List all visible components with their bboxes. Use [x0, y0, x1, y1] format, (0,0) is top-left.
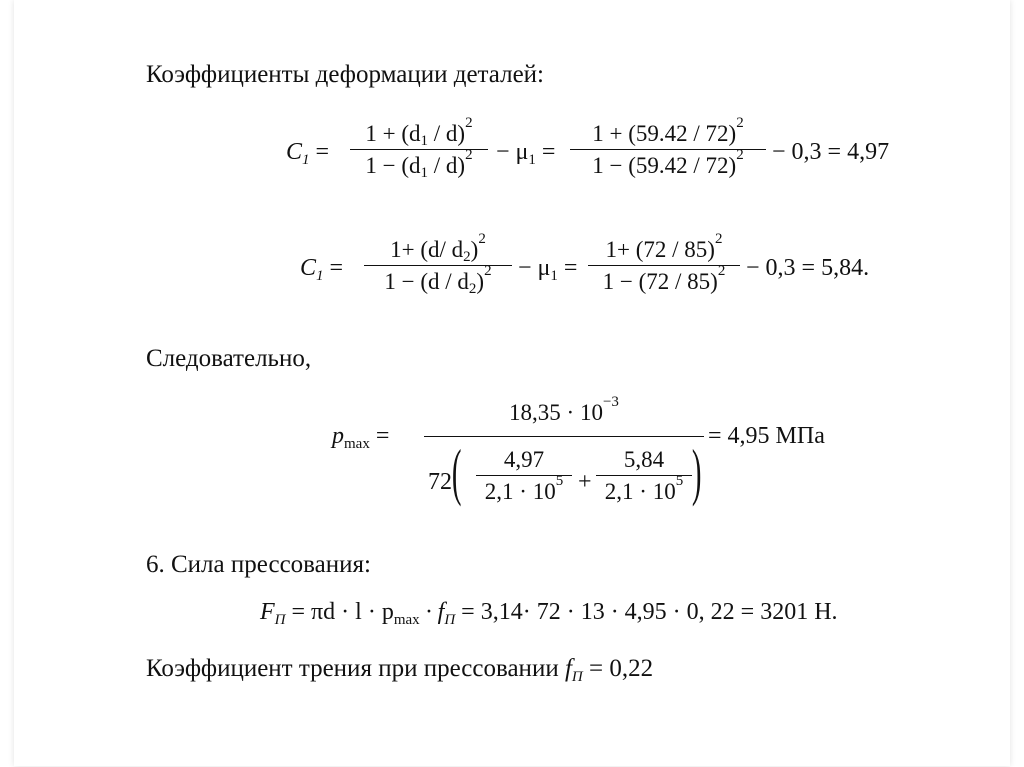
eq3-main-bar — [424, 436, 704, 437]
eq3-plus: + — [578, 469, 592, 495]
eq3-right-paren: ) — [691, 436, 702, 507]
eq2-mu: − $\mu_1$ = — [518, 255, 578, 284]
eq1-mu: − $\mu_1$ = — [496, 139, 556, 168]
eq3-den-prefix: 72 — [428, 469, 452, 495]
equation-pressing-force: $F_П = \pi d \cdot l \cdot p_{max} \cdot f_П = 3,14\cdot 72 \cdot 13 \cdot 4,95 \cdot 0$, 22 = 3201 Н. — [260, 599, 838, 628]
heading-deformation-coeffs: Коэффициенты деформации деталей: — [146, 61, 544, 88]
eq3-left-paren: ( — [451, 436, 462, 507]
eq3-numerator: $18,35 \cdot 10^{-3}$ — [509, 394, 619, 425]
eq2-fraction-right: 1+ (72 / 85)$^2$ 1 − (72 / 85)$^2$ — [588, 238, 740, 293]
heading-pressing-force: 6. Сила прессования: — [146, 551, 371, 578]
heading-therefore: Следовательно, — [146, 345, 312, 372]
eq1-fraction-left: $1 + (d_1 / d)^2$ $1 - (d_1 / d)^2$ — [350, 122, 488, 177]
eq2-fraction-left: 1+ (d/ $d_2)^2$ $1 - (d / d_2)^2$ — [364, 238, 512, 293]
eq3-fraction-2: 5,84 $2,1 \cdot 10^5$ — [596, 448, 692, 503]
eq1-lhs: $C_1$ = — [286, 139, 330, 168]
eq2-lhs: $C_1$ = — [300, 255, 344, 284]
friction-coefficient-line: Коэффициент трения при прессовании $f_П = 0,22$ — [146, 655, 654, 685]
eq3-fraction-1: 4,97 $2,1 \cdot 10^5$ — [476, 448, 572, 503]
eq3-lhs: $p_{max}$ = — [332, 423, 390, 452]
eq1-tail: − 0,3 = 4,97 — [772, 139, 890, 165]
slide-page — [14, 0, 1010, 766]
eq2-tail: − 0,3 = 5,84. — [746, 255, 870, 281]
eq1-fraction-right: 1 + (59.42 / 72)$^2$ 1 − (59.42 / 72)$^2$ — [570, 122, 766, 177]
eq3-result: = 4,95 МПа — [708, 423, 825, 449]
